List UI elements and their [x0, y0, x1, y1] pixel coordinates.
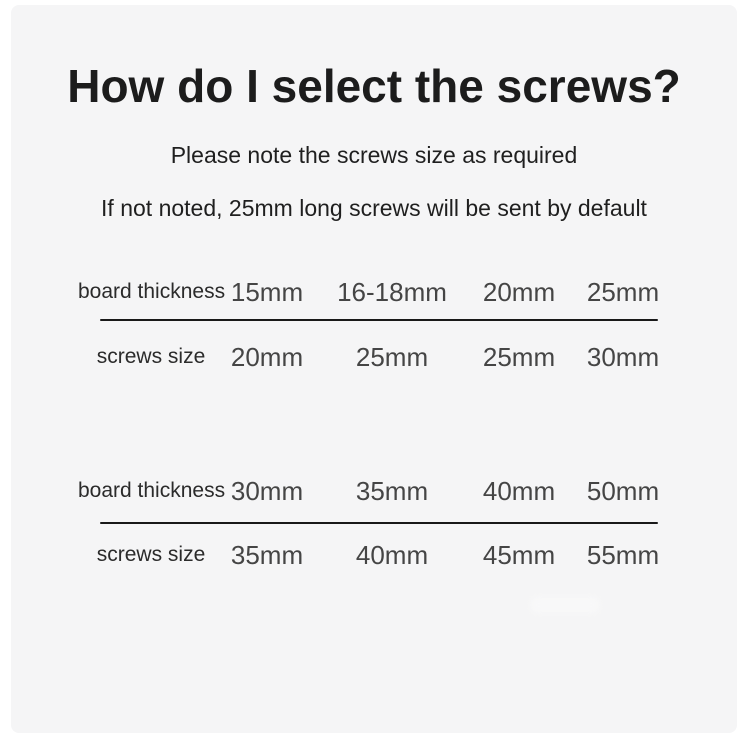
table-cell: 55mm: [586, 539, 660, 570]
table-cell: 25mm: [482, 341, 556, 372]
table-row: [78, 467, 682, 515]
table-cell: 20mm: [482, 276, 556, 307]
table-cell: 15mm: [230, 276, 304, 307]
page-title: How do I select the screws?: [67, 60, 681, 112]
row-header-board-thickness: board thickness: [78, 479, 226, 502]
table-divider-line: [100, 522, 658, 524]
table-row: [78, 533, 682, 577]
table-cell: 45mm: [482, 539, 556, 570]
faint-watermark: [530, 597, 600, 613]
note-line-2: If not noted, 25mm long screws will be sent by default: [101, 195, 647, 221]
table-row: [78, 334, 682, 380]
table-cell: 20mm: [230, 341, 304, 372]
table-cell: 35mm: [230, 539, 304, 570]
table-cell: 30mm: [586, 341, 660, 372]
table-divider-line: [100, 319, 658, 321]
info-card: [11, 5, 737, 733]
table-cell: 25mm: [355, 341, 429, 372]
table-cell: 25mm: [586, 276, 660, 307]
table-cell: 40mm: [355, 539, 429, 570]
screw-size-table-1: [78, 268, 682, 380]
table-row: [78, 268, 682, 316]
row-header-screws-size: screws size: [96, 543, 206, 566]
screw-size-table-2: [78, 467, 682, 577]
note-line-1: Please note the screws size as required: [170, 142, 578, 168]
table-cell: 35mm: [355, 475, 429, 506]
table-cell: 50mm: [586, 475, 660, 506]
table-cell: 40mm: [482, 475, 556, 506]
table-cell: 16-18mm: [337, 276, 447, 307]
table-cell: 30mm: [230, 475, 304, 506]
row-header-screws-size: screws size: [96, 345, 206, 368]
row-header-board-thickness: board thickness: [78, 280, 226, 303]
